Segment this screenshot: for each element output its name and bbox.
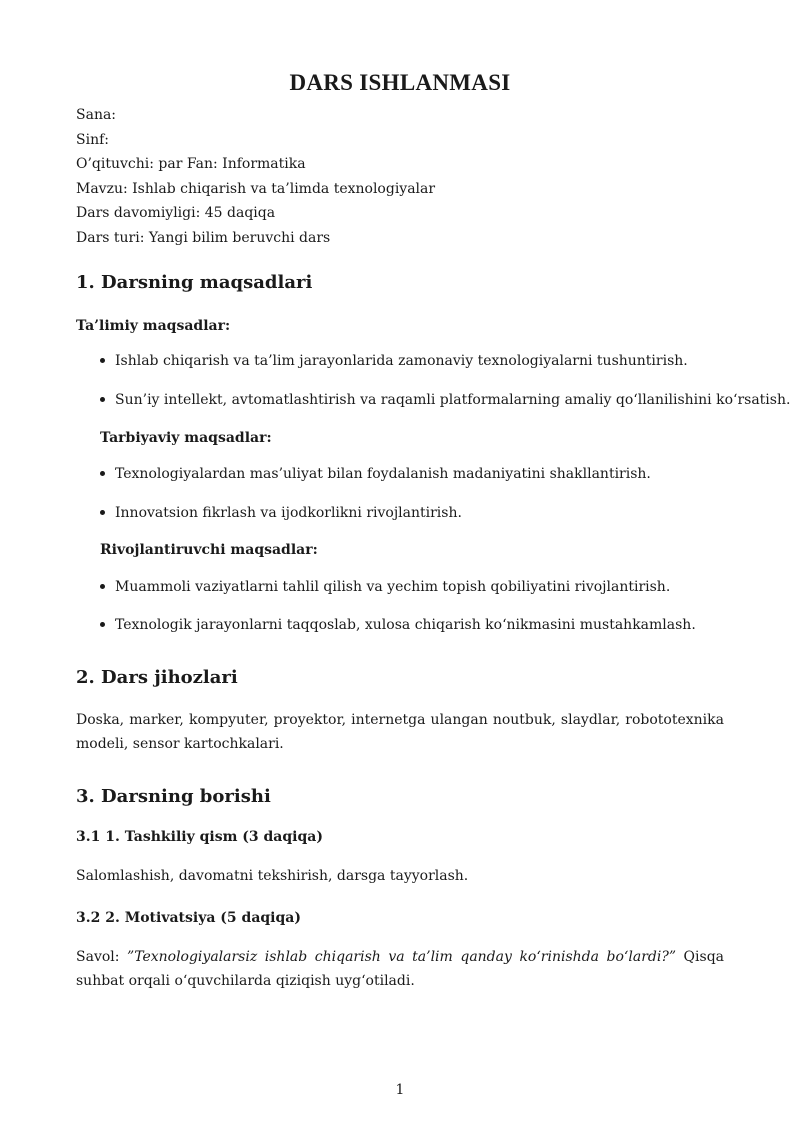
bullet-icon <box>100 622 105 627</box>
bullet-icon <box>100 510 105 515</box>
meta-type: Dars turi: Yangi bilim beruvchi dars <box>76 229 331 246</box>
list-item <box>100 579 670 595</box>
organizational-text: Salomlashish, davomatni tekshirish, darsga tayyorlash. <box>76 868 469 884</box>
list-item <box>100 617 696 633</box>
subheading-organizational: 3.1 1. Tashkiliy qism (3 daqiqa) <box>76 829 323 845</box>
subheading-educational-goals: Ta’limiy maqsadlar: <box>76 318 231 334</box>
section-heading-equipment: 2. Dars jihozlari <box>76 667 238 688</box>
meta-date: Sana: <box>76 107 117 123</box>
list-item <box>100 466 651 482</box>
meta-duration: Dars davomiyligi: 45 daqiqa <box>76 205 276 221</box>
subheading-motivation: 3.2 2. Motivatsiya (5 daqiqa) <box>76 910 301 926</box>
meta-class: Sinf: <box>76 131 109 148</box>
meta-teacher: O’qituvchi: par Fan: Informatika <box>76 156 306 172</box>
list-item <box>100 353 688 369</box>
document-title: DARS ISHLANMASI <box>289 70 511 95</box>
section-heading-lesson-flow: 3. Darsning borishi <box>76 786 271 807</box>
page-number: 1 <box>395 1082 405 1098</box>
list-item-text: Texnologik jarayonlarni taqqoslab, xulosa chiqarish ko‘nikmasini mustahkamlash. <box>115 617 696 633</box>
list-item <box>100 505 462 521</box>
subheading-upbringing-goals: Tarbiyaviy maqsadlar: <box>100 430 272 446</box>
motivation-lead: Savol: <box>76 949 128 965</box>
list-item <box>100 392 790 408</box>
bullet-icon <box>100 358 105 363</box>
bullet-icon <box>100 397 105 402</box>
subheading-developmental-goals: Rivojlantiruvchi maqsadlar: <box>100 542 318 558</box>
list-item-text: Sun’iy intellekt, avtomatlashtirish va raqamli platformalarning amaliy qo‘llanilishini ko‘rsatish. <box>115 392 791 408</box>
bullet-icon <box>100 584 105 589</box>
lesson-meta <box>76 103 435 250</box>
bullet-icon <box>100 471 105 476</box>
list-item-text: Ishlab chiqarish va ta’lim jarayonlarida zamonaviy texnologiyalarni tushuntirish. <box>115 353 688 369</box>
section-heading-goals: 1. Darsning maqsadlari <box>76 272 313 293</box>
motivation-text <box>76 945 724 993</box>
motivation-rest: Qisqa suhbat orqali o‘quvchilarda qiziqish uyg‘otiladi. <box>76 949 724 989</box>
list-item-text: Texnologiyalardan mas’uliyat bilan foydalanish madaniyatini shakllantirish. <box>115 466 651 482</box>
meta-topic: Mavzu: Ishlab chiqarish va ta’limda texnologiyalar <box>76 180 436 197</box>
equipment-text: Doska, marker, kompyuter, proyektor, internetga ulangan noutbuk, slaydlar, robototexnika modeli, sensor kartochkalari. <box>76 712 724 752</box>
list-item-text: Innovatsion fikrlash va ijodkorlikni rivojlantirish. <box>115 505 462 521</box>
motivation-question: ”Texnologiyalarsiz ishlab chiqarish va ta’lim qanday ko‘rinishda bo‘lardi?” <box>127 949 676 965</box>
list-item-text: Muammoli vaziyatlarni tahlil qilish va yechim topish qobiliyatini rivojlantirish. <box>115 579 671 595</box>
